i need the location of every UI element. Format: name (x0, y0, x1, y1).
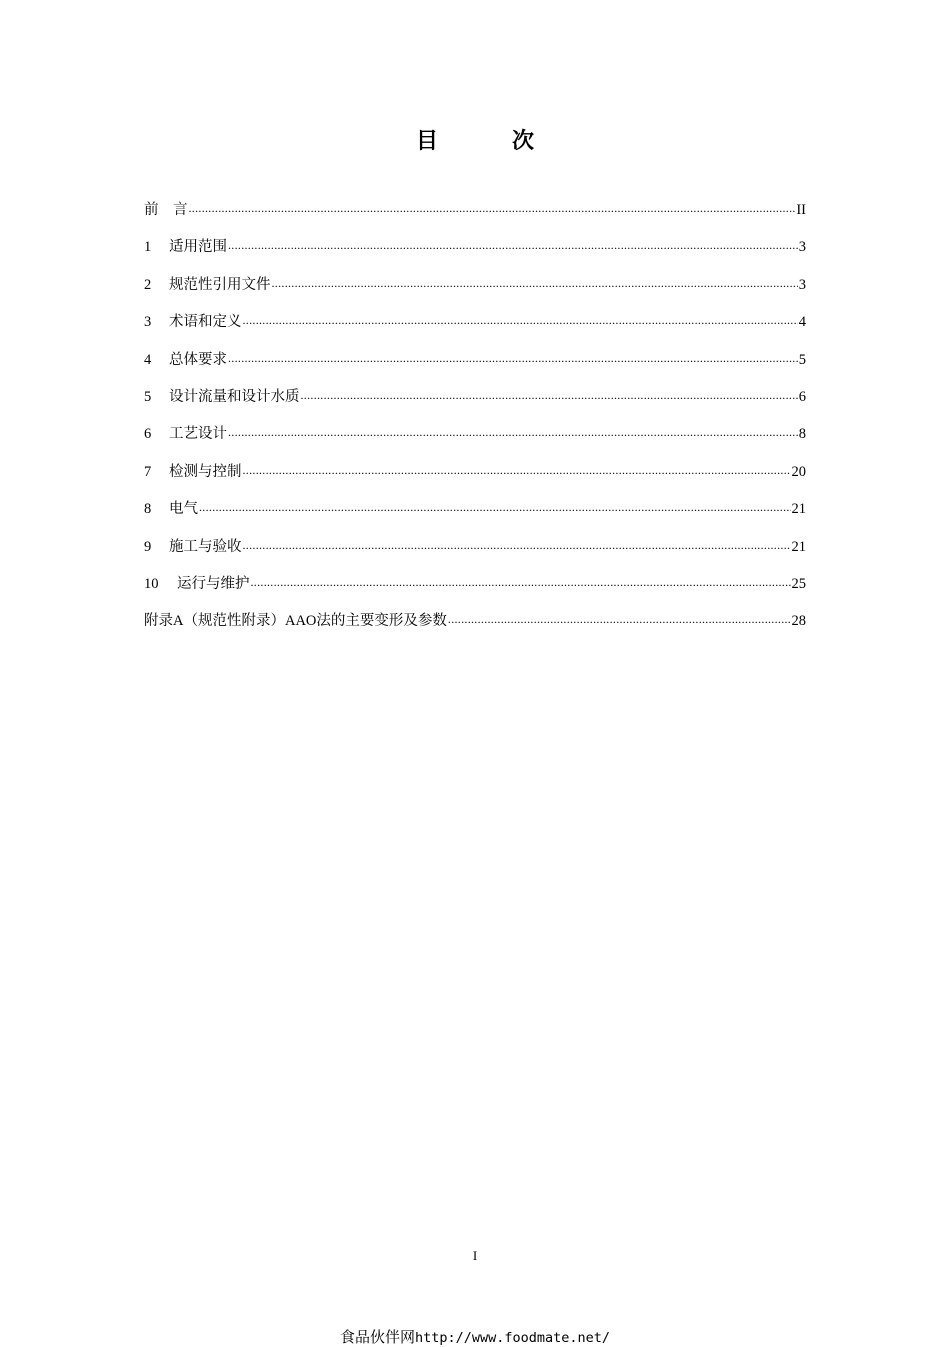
toc-entry-number: 1 (144, 239, 152, 256)
toc-leader-dots (189, 200, 796, 214)
page-title: 目 次 (415, 129, 560, 154)
toc-entry-number: 2 (144, 276, 152, 293)
toc-entry-page: 21 (791, 501, 806, 518)
toc-entry-9[interactable] (144, 535, 806, 572)
toc-entry-page: 6 (798, 388, 806, 405)
toc-entry-label: 规范性引用文件 (169, 276, 271, 293)
toc-entry-6[interactable] (144, 422, 806, 459)
toc-entry-page: 3 (798, 276, 806, 293)
toc-leader-dots (301, 387, 798, 401)
toc-entry-label: 附录A（规范性附录）AAO法的主要变形及参数 (144, 613, 447, 630)
toc-entry-page: 20 (791, 463, 806, 480)
toc-entry-label: 运行与维护 (177, 575, 250, 592)
page-number: I (472, 1248, 478, 1263)
toc-leader-dots (243, 312, 798, 326)
toc-entry-page: 21 (791, 538, 806, 555)
toc-leader-dots (199, 499, 791, 513)
toc-entry-preface[interactable] (144, 198, 806, 235)
toc-leader-dots (272, 275, 798, 289)
watermark-text: 食品伙伴网 (339, 1330, 415, 1346)
toc-entry-number: 9 (144, 538, 152, 555)
toc-entry-label: 施工与验收 (169, 538, 242, 555)
toc-entry-7[interactable] (144, 460, 806, 497)
toc-entry-page: 3 (798, 239, 806, 256)
toc-entry-2[interactable] (144, 273, 806, 310)
toc-entry-page: 4 (798, 314, 806, 331)
toc-entry-label: 设计流量和设计水质 (169, 388, 300, 405)
toc-entry-appendix-a[interactable] (144, 609, 806, 646)
toc-entry-5[interactable] (144, 385, 806, 422)
table-of-contents (144, 198, 806, 647)
toc-entry-label: 总体要求 (169, 351, 227, 368)
toc-leader-dots (228, 350, 798, 364)
toc-entry-number: 7 (144, 463, 152, 480)
toc-leader-dots (251, 574, 791, 588)
toc-entry-page: II (796, 202, 806, 218)
toc-entry-number: 8 (144, 501, 152, 518)
toc-entry-1[interactable] (144, 235, 806, 272)
toc-entry-page: 5 (798, 351, 806, 368)
toc-leader-dots (243, 462, 791, 476)
toc-entry-label: 前 言 (144, 202, 188, 218)
toc-entry-page: 25 (791, 575, 806, 592)
toc-entry-page: 8 (798, 426, 806, 443)
toc-leader-dots (243, 537, 791, 551)
toc-entry-label: 工艺设计 (169, 426, 227, 443)
watermark-url[interactable]: http://www.foodmate.net/ (414, 1330, 611, 1346)
toc-leader-dots (228, 424, 798, 438)
toc-entry-4[interactable] (144, 348, 806, 385)
toc-entry-label: 术语和定义 (169, 314, 242, 331)
toc-entry-8[interactable] (144, 497, 806, 534)
toc-entry-3[interactable] (144, 310, 806, 347)
toc-entry-10[interactable] (144, 572, 806, 609)
toc-entry-number: 4 (144, 351, 152, 368)
toc-entry-label: 适用范围 (169, 239, 227, 256)
toc-entry-number: 3 (144, 314, 152, 331)
toc-entry-number: 6 (144, 426, 152, 443)
toc-entry-number: 5 (144, 388, 152, 405)
toc-entry-page: 28 (791, 613, 806, 630)
toc-leader-dots (228, 237, 798, 251)
toc-entry-number: 10 (144, 575, 159, 592)
toc-leader-dots (448, 611, 791, 625)
toc-entry-label: 检测与控制 (169, 463, 242, 480)
toc-entry-label: 电气 (169, 501, 198, 518)
